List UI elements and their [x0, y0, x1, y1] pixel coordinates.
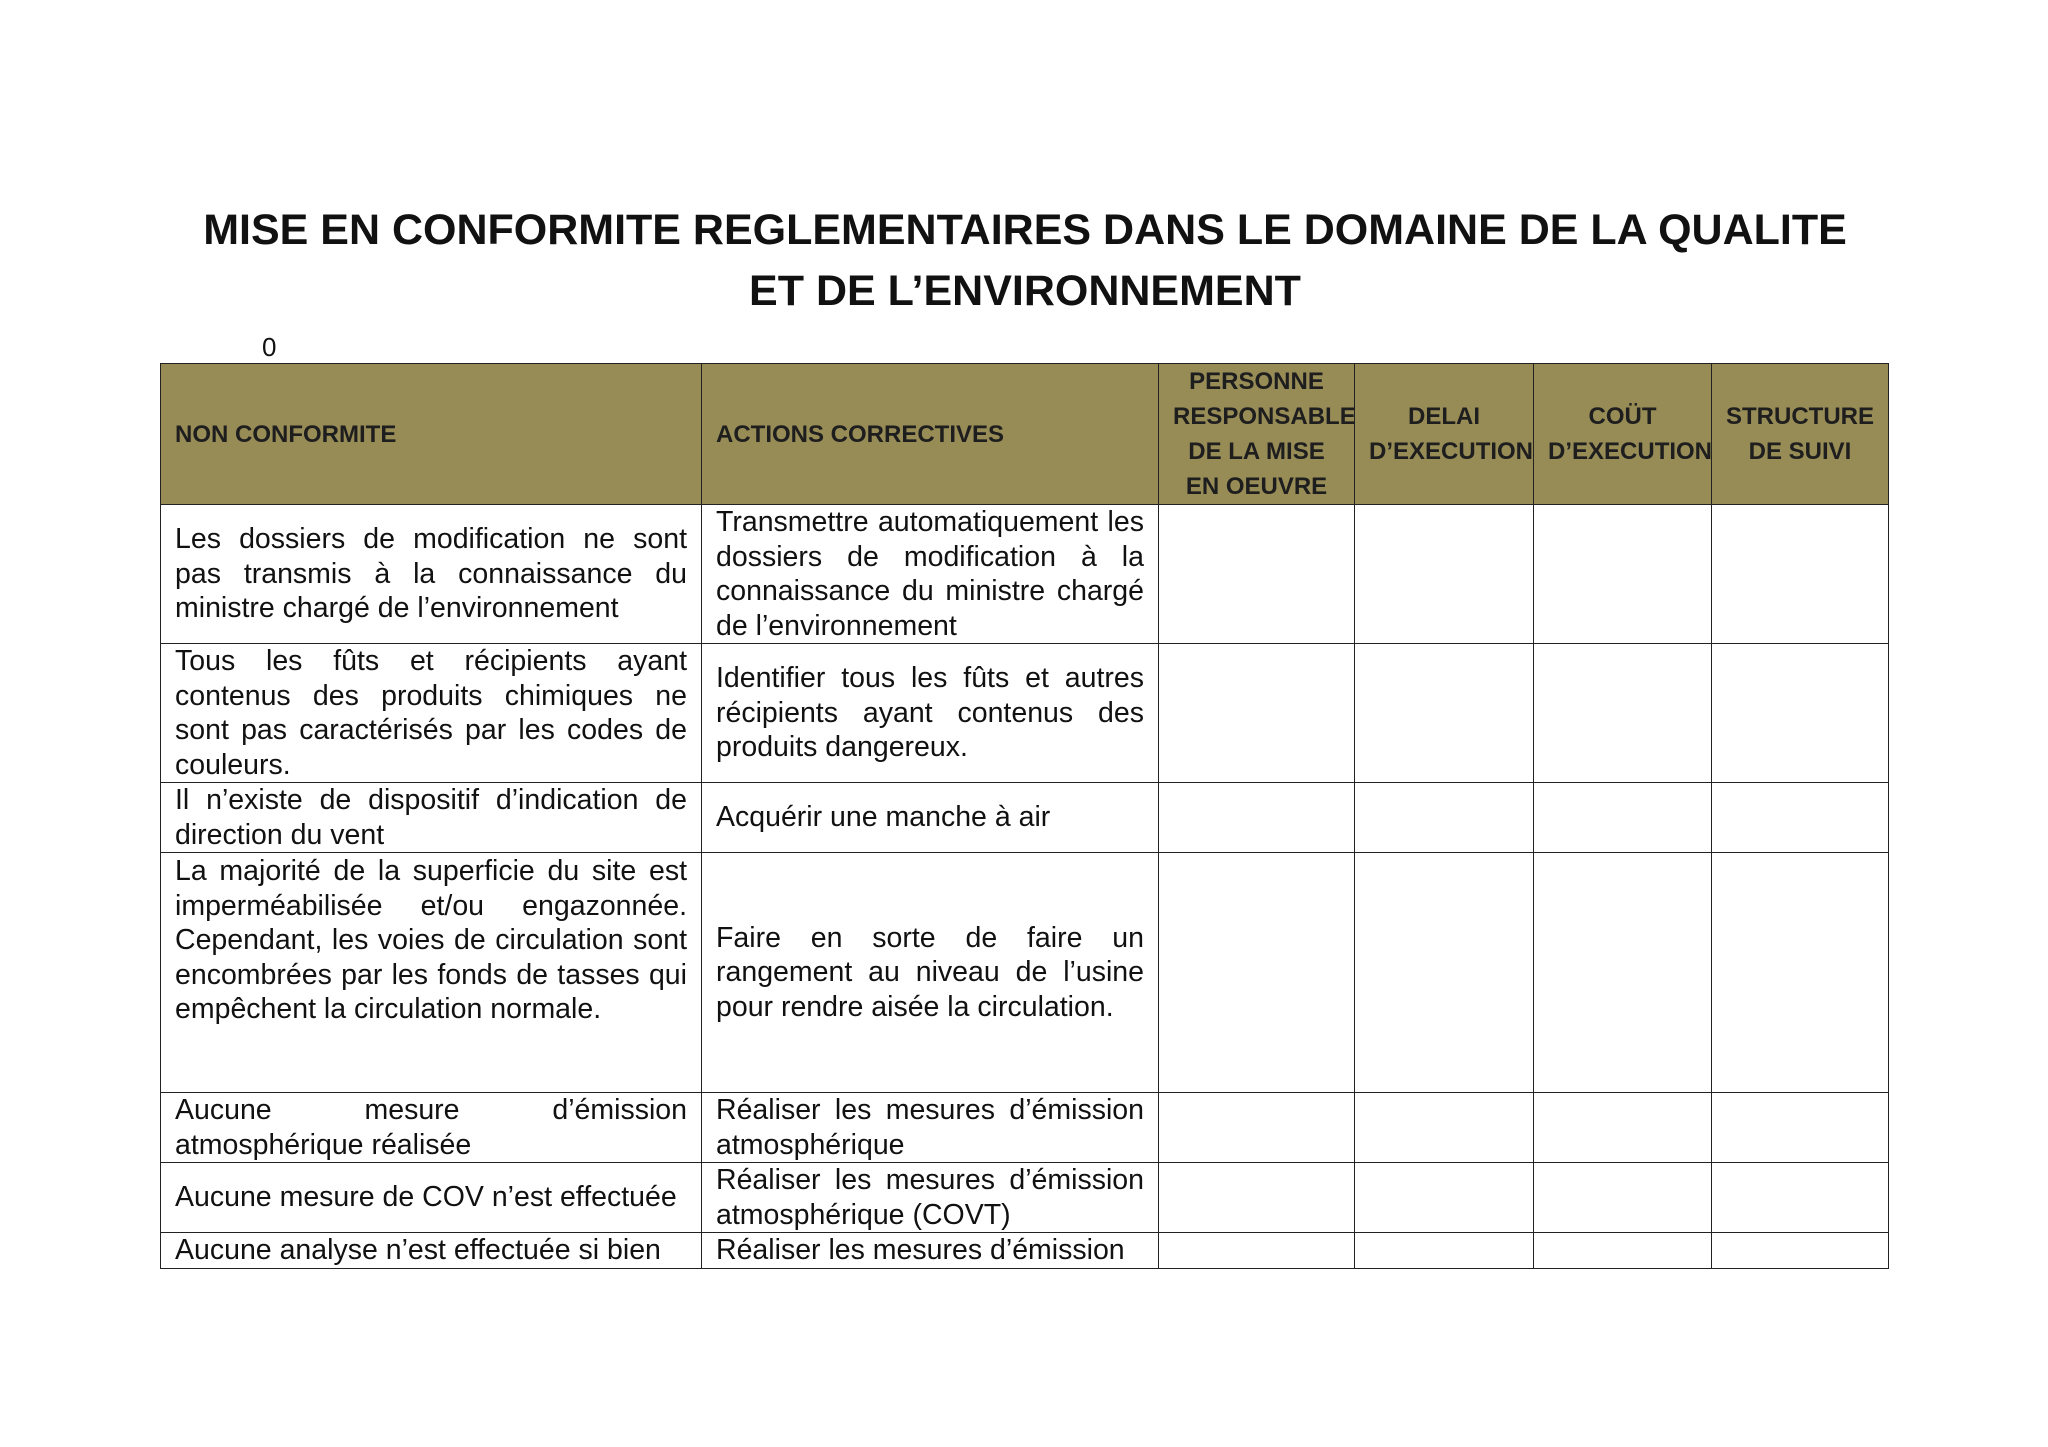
action-corrective-cell: Transmettre automatiquement les dossiers de modification à la connaissance du ministre chargé de l’environnement [702, 505, 1159, 644]
responsable-cell [1159, 644, 1355, 783]
responsable-cell [1159, 1163, 1355, 1233]
delai-cell [1355, 1233, 1534, 1269]
title-line-1: MISE EN CONFORMITE REGLEMENTAIRES DANS LE DOMAINE DE LA QUALITE [203, 206, 1847, 254]
table-row [161, 1093, 1889, 1163]
cout-cell [1534, 644, 1712, 783]
suivi-cell [1712, 1093, 1889, 1163]
action-corrective-cell: Réaliser les mesures d’émission atmosphérique (COVT) [702, 1163, 1159, 1233]
responsable-cell [1159, 783, 1355, 853]
suivi-cell [1712, 783, 1889, 853]
table-row [161, 1233, 1889, 1269]
table-row [161, 505, 1889, 644]
suivi-cell [1712, 853, 1889, 1093]
non-conformite-cell: Aucune mesure de COV n’est effectuée [161, 1163, 702, 1233]
cout-cell [1534, 853, 1712, 1093]
cout-cell [1534, 1093, 1712, 1163]
non-conformite-cell: La majorité de la superficie du site est imperméabilisée et/ou engazonnée. Cependant, les voies de circulation sont encombrées par les fonds de tasses qui empêchent la circulation normale. [161, 853, 702, 1093]
suivi-cell [1712, 644, 1889, 783]
table-row [161, 644, 1889, 783]
header-delai-execution: DELAI D’EXECUTION [1355, 364, 1534, 505]
delai-cell [1355, 783, 1534, 853]
non-conformite-cell: Aucune mesure d’émission atmosphérique réalisée [161, 1093, 702, 1163]
action-corrective-cell: Réaliser les mesures d’émission [702, 1233, 1159, 1269]
cout-cell [1534, 783, 1712, 853]
non-conformite-cell: Les dossiers de modification ne sont pas transmis à la connaissance du ministre chargé de l’environnement [161, 505, 702, 644]
delai-cell [1355, 1093, 1534, 1163]
delai-cell [1355, 505, 1534, 644]
action-corrective-cell: Faire en sorte de faire un rangement au niveau de l’usine pour rendre aisée la circulation. [702, 853, 1159, 1093]
non-conformite-cell: Tous les fûts et récipients ayant contenus des produits chimiques ne sont pas caractérisés par les codes de couleurs. [161, 644, 702, 783]
non-conformite-cell: Aucune analyse n’est effectuée si bien [161, 1233, 702, 1269]
action-corrective-cell: Réaliser les mesures d’émission atmosphérique [702, 1093, 1159, 1163]
cout-cell [1534, 1163, 1712, 1233]
page-title [140, 200, 1910, 322]
delai-cell [1355, 644, 1534, 783]
header-cout-execution: COÜT D’EXECUTION [1534, 364, 1712, 505]
header-structure-suivi: STRUCTURE DE SUIVI [1712, 364, 1889, 505]
non-conformite-cell: Il n’existe de dispositif d’indication de direction du vent [161, 783, 702, 853]
compliance-table [160, 363, 1889, 1269]
responsable-cell [1159, 853, 1355, 1093]
cout-cell [1534, 1233, 1712, 1269]
header-personne-responsable: PERSONNE RESPONSABLE DE LA MISE EN OEUVRE [1159, 364, 1355, 505]
table-row [161, 853, 1889, 1093]
responsable-cell [1159, 1093, 1355, 1163]
header-non-conformite: NON CONFORMITE [161, 364, 702, 505]
header-actions-correctives: ACTIONS CORRECTIVES [702, 364, 1159, 505]
suivi-cell [1712, 1163, 1889, 1233]
suivi-cell [1712, 505, 1889, 644]
table-row [161, 1163, 1889, 1233]
suivi-cell [1712, 1233, 1889, 1269]
responsable-cell [1159, 505, 1355, 644]
title-line-2: ET DE L’ENVIRONNEMENT [749, 267, 1301, 315]
delai-cell [1355, 853, 1534, 1093]
cout-cell [1534, 505, 1712, 644]
table-row [161, 783, 1889, 853]
action-corrective-cell: Identifier tous les fûts et autres récipients ayant contenus des produits dangereux. [702, 644, 1159, 783]
page-marker: 0 [262, 332, 277, 362]
table-header-row [161, 364, 1889, 505]
action-corrective-cell: Acquérir une manche à air [702, 783, 1159, 853]
delai-cell [1355, 1163, 1534, 1233]
responsable-cell [1159, 1233, 1355, 1269]
